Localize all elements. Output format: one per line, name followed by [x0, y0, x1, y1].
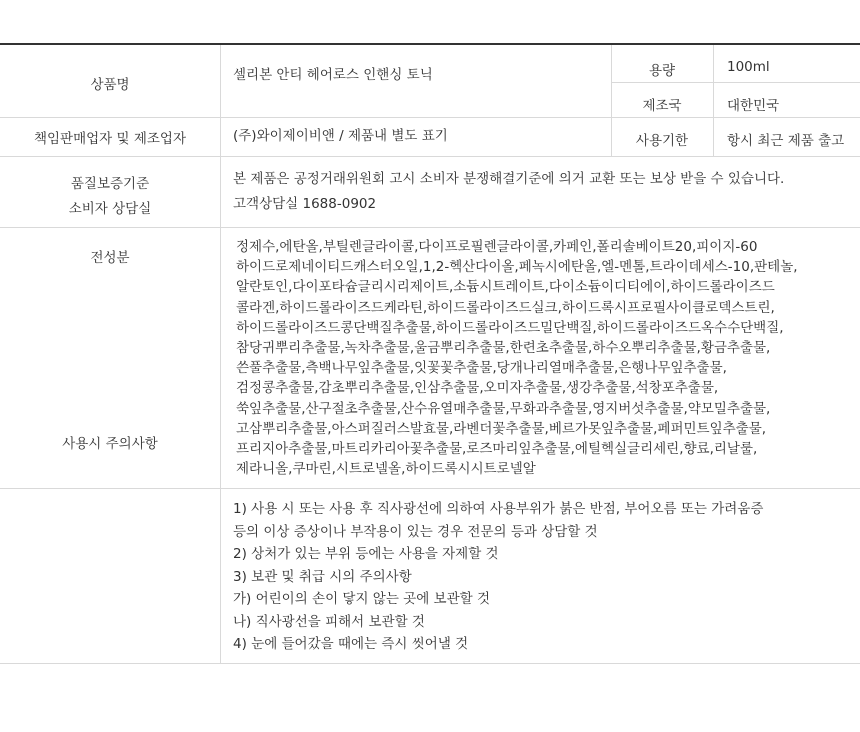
caution-line: 3) 보관 및 취급 시의 주의사항: [233, 568, 412, 585]
caution-line: 4) 눈에 들어갔을 때에는 즉시 씻어낼 것: [233, 636, 469, 652]
ingredients-line: 쑥잎추출물,산구절초추출물,산수유열매추출물,무화과추출물,영지버섯추출물,약모밀추출물,: [236, 400, 771, 417]
row-divider: [0, 117, 860, 118]
caution-line: 등의 이상 증상이나 부작용이 있는 경우 전문의 등과 상담할 것: [233, 523, 598, 540]
ingredients-line: 프리지아추출물,마트리카리아꽃추출물,로즈마리잎추출물,에틸헥실글리세린,향료,리날룰,: [236, 441, 758, 458]
table-top-border: [0, 43, 860, 45]
expiry-label: 사용기한: [635, 133, 689, 149]
origin-value: 대한민국: [727, 98, 780, 114]
origin-label: 제조국: [642, 98, 682, 114]
ingredients-line: 쓴풀추출물,측백나무잎추출물,잇꽃꽃추출물,당개나리열매추출물,은행나무잎추출물,: [236, 360, 727, 377]
caution-line: 나) 직사광선을 피해서 보관할 것: [233, 613, 425, 630]
expiry-value: 항시 최근 제품 출고: [727, 133, 845, 149]
consumer-center-label: 소비자 상담실: [68, 201, 152, 217]
quality-text: 본 제품은 공정거래위원회 고시 소비자 분쟁해결기준에 의거 교환 또는 보상 받을 수 있습니다.: [233, 171, 785, 187]
consumer-phone: 고객상담실 1688-0902: [233, 196, 377, 212]
column-divider: [713, 45, 714, 156]
caution-line: 1) 사용 시 또는 사용 후 직사광선에 의하여 사용부위가 붉은 반점, 부어오름 또는 가려움증: [233, 501, 764, 517]
caution-line: 2) 상처가 있는 부위 등에는 사용을 자제할 것: [233, 546, 499, 562]
caution-label: 사용시 주의사항: [62, 436, 158, 452]
ingredients-line: 제라니올,쿠마린,시트로넬올,하이드록시시트로넬알: [236, 461, 536, 478]
capacity-label: 용량: [648, 63, 676, 79]
ingredients-list: [236, 237, 856, 479]
column-divider: [220, 45, 221, 663]
ingredients-line: 하이드로제네이티드캐스터오일,1,2-헥산다이올,페녹시에탄올,엘-멘톨,트라이데세스-10,판테놀,: [236, 259, 798, 276]
seller-label: 책임판매업자 및 제조업자: [33, 131, 187, 147]
row-divider: [0, 663, 860, 664]
ingredients-line: 콜라겐,하이드롤라이즈드케라틴,하이드롤라이즈드실크,하이드록시프로필사이클로덱스트린,: [236, 299, 775, 316]
quality-label: 품질보증기준: [70, 176, 150, 192]
ingredients-line: 고삼뿌리추출물,아스퍼질러스발효물,라벤더꽃추출물,베르가못잎추출물,페퍼민트잎추출물,: [236, 420, 767, 437]
caution-line: 가) 어린이의 손이 닿지 않는 곳에 보관할 것: [233, 591, 491, 607]
row-divider: [0, 227, 860, 228]
ingredients-line: 알란토인,다이포타슘글리시리제이트,소듐시트레이트,다이소듐이디티에이,하이드롤라이즈드: [236, 279, 775, 296]
row-divider: [611, 82, 860, 83]
seller-value: (주)와이제이비앤 / 제품내 별도 표기: [233, 128, 448, 144]
product-name-value: 셀리본 안티 헤어로스 인핸싱 토닉: [233, 67, 433, 83]
ingredients-line: 참당귀뿌리추출물,녹차추출물,울금뿌리추출물,한련초추출물,하수오뿌리추출물,황금추출물,: [236, 340, 771, 357]
ingredients-line: 하이드롤라이즈드콩단백질추출물,하이드롤라이즈드밀단백질,하이드롤라이즈드옥수수단백질,: [236, 319, 784, 336]
caution-list: [233, 498, 853, 656]
capacity-value: 100ml: [727, 59, 770, 75]
ingredients-line: 정제수,에탄올,부틸렌글라이콜,다이프로필렌글라이콜,카페인,폴리솔베이트20,피이지-60: [236, 239, 758, 255]
product-name-label: 상품명: [90, 77, 130, 93]
ingredients-line: 검정콩추출물,감초뿌리추출물,인삼추출물,오미자추출물,생강추출물,석창포추출물,: [236, 380, 719, 397]
ingredients-label: 전성분: [90, 250, 130, 266]
row-divider: [0, 488, 860, 489]
row-divider: [0, 156, 860, 157]
